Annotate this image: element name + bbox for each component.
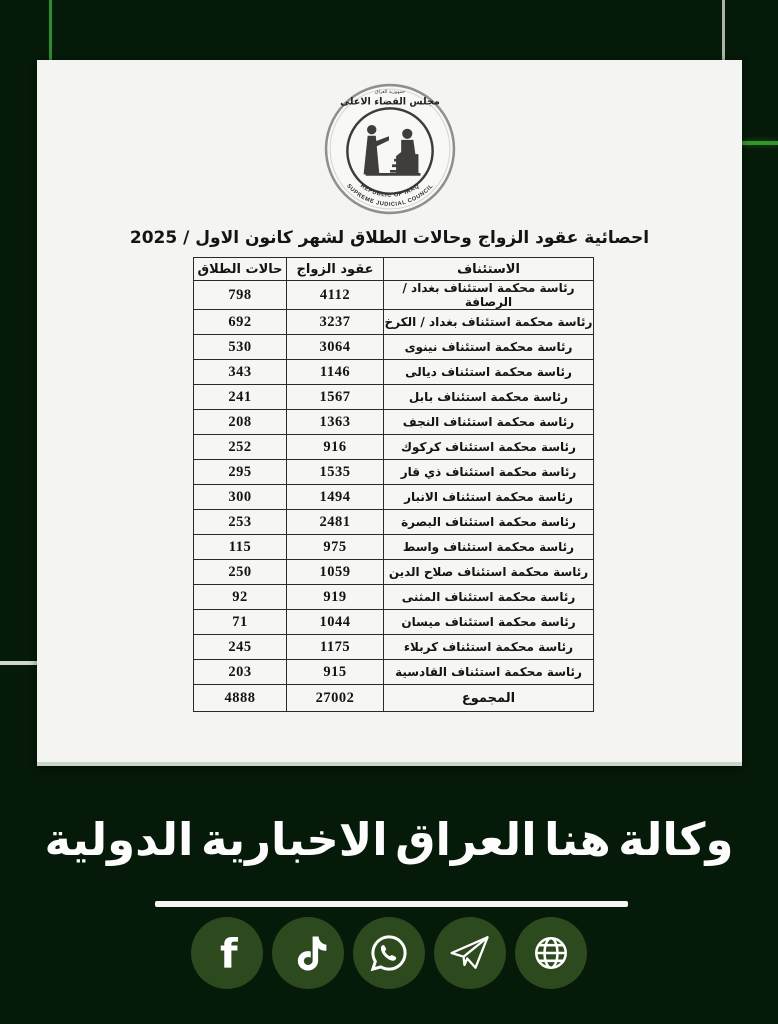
divorce-count-cell: 208 [194,410,287,435]
marriage-count-cell: 1494 [287,485,384,510]
total-label: المجموع [384,685,594,712]
decor-vertical-line-left [49,0,52,61]
header-court: الاستئناف [384,258,594,281]
decor-horizontal-line-left [0,661,37,665]
svg-text:SUPREME JUDICIAL COUNCIL: SUPREME JUDICIAL COUNCIL [344,183,435,208]
court-name-cell: رئاسة محكمة استئناف النجف [384,410,594,435]
court-name-cell: رئاسة محكمة استئناف ذي قار [384,460,594,485]
header-marriages: عقود الزواج [287,258,384,281]
divorce-count-cell: 343 [194,360,287,385]
court-name-cell: رئاسة محكمة استئناف نينوى [384,335,594,360]
marriage-count-cell: 4112 [287,281,384,310]
svg-text:جمهورية العراق: جمهورية العراق [374,90,405,96]
court-name-cell: رئاسة محكمة استئناف القادسية [384,660,594,685]
court-name-cell: رئاسة محكمة استئناف صلاح الدين [384,560,594,585]
tiktok-button[interactable] [272,917,344,989]
marriage-count-cell: 1567 [287,385,384,410]
table-row [194,335,594,360]
court-name-cell: رئاسة محكمة استئناف بابل [384,385,594,410]
decor-horizontal-line-right [742,141,778,145]
divorce-count-cell: 71 [194,610,287,635]
table-row [194,585,594,610]
table-row [194,560,594,585]
telegram-button[interactable] [434,917,506,989]
table-row [194,510,594,535]
court-name-cell: رئاسة محكمة استئناف كركوك [384,435,594,460]
table-row [194,360,594,385]
table-row [194,281,594,310]
whatsapp-button[interactable] [353,917,425,989]
divorce-count-cell: 115 [194,535,287,560]
globe-icon [528,930,574,976]
divorce-count-cell: 241 [194,385,287,410]
court-name-cell: رئاسة محكمة استئناف كربلاء [384,635,594,660]
table-row [194,610,594,635]
court-name-cell: رئاسة محكمة استئناف بغداد / الكرخ [384,310,594,335]
marriage-count-cell: 3064 [287,335,384,360]
divorce-count-cell: 530 [194,335,287,360]
court-name-cell: رئاسة محكمة استئناف بغداد / الرصافة [384,281,594,310]
divorce-count-cell: 245 [194,635,287,660]
statistics-table [193,257,594,712]
supreme-judicial-council-logo [323,82,457,216]
marriage-count-cell: 1059 [287,560,384,585]
divorce-count-cell: 692 [194,310,287,335]
table-total-row [194,685,594,712]
marriage-count-cell: 915 [287,660,384,685]
telegram-icon [447,930,493,976]
court-name-cell: رئاسة محكمة استئناف ميسان [384,610,594,635]
agency-name: وكالة هنا العراق الاخبارية الدولية [44,813,734,866]
marriage-count-cell: 919 [287,585,384,610]
marriage-count-cell: 3237 [287,310,384,335]
court-name-cell: رئاسة محكمة استئناف البصرة [384,510,594,535]
table-row [194,485,594,510]
marriage-count-cell: 1146 [287,360,384,385]
table-row [194,385,594,410]
statistics-document [37,60,742,766]
decor-vertical-line-right [722,0,725,61]
table-row [194,460,594,485]
marriage-count-cell: 1044 [287,610,384,635]
marriage-count-cell: 916 [287,435,384,460]
marriage-count-cell: 1363 [287,410,384,435]
divorce-count-cell: 300 [194,485,287,510]
divorce-count-cell: 92 [194,585,287,610]
divorce-count-cell: 252 [194,435,287,460]
table-row [194,310,594,335]
table-row [194,635,594,660]
marriage-count-cell: 1535 [287,460,384,485]
table-row [194,435,594,460]
divorce-count-cell: 295 [194,460,287,485]
court-name-cell: رئاسة محكمة استئناف الانبار [384,485,594,510]
svg-text:مجلس القضاء الاعلى: مجلس القضاء الاعلى [339,96,440,108]
marriage-count-cell: 1175 [287,635,384,660]
divorce-count-cell: 203 [194,660,287,685]
marriage-count-cell: 975 [287,535,384,560]
header-divorces: حالات الطلاق [194,258,287,281]
total-marriages: 27002 [287,685,384,712]
table-row [194,660,594,685]
tiktok-icon [285,930,331,976]
divorce-count-cell: 250 [194,560,287,585]
court-name-cell: رئاسة محكمة استئناف المثنى [384,585,594,610]
svg-text:f: f [220,930,238,976]
judicial-seal-icon [323,82,457,216]
facebook-icon [204,930,250,976]
document-title: احصائية عقود الزواج وحالات الطلاق لشهر كانون الاول / 2025 [129,228,650,248]
website-button[interactable] [515,917,587,989]
whatsapp-icon [366,930,412,976]
agency-underline [155,901,628,907]
divorce-count-cell: 253 [194,510,287,535]
court-name-cell: رئاسة محكمة استئناف ديالى [384,360,594,385]
table-row [194,410,594,435]
marriage-count-cell: 2481 [287,510,384,535]
table-body [194,281,594,685]
divorce-count-cell: 798 [194,281,287,310]
total-divorces: 4888 [194,685,287,712]
table-row [194,535,594,560]
facebook-button[interactable] [191,917,263,989]
svg-text:REPUBLIC OF IRAQ: REPUBLIC OF IRAQ [358,183,421,199]
table-header-row [194,258,594,281]
social-icons-row [0,917,778,989]
court-name-cell: رئاسة محكمة استئناف واسط [384,535,594,560]
